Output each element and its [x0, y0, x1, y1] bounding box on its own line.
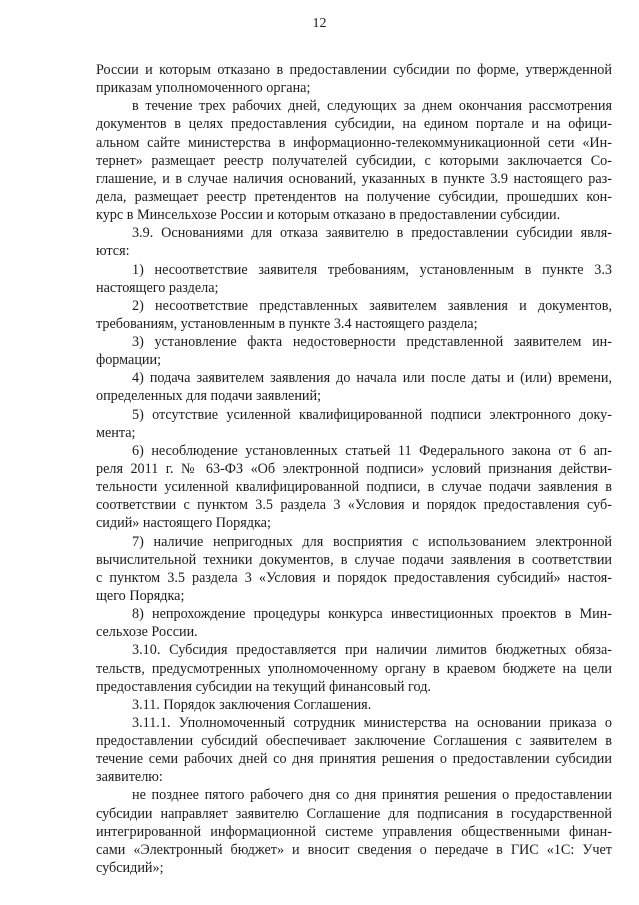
text-line: тельств, предусмотренных уполномоченному органу в краевом бюджете на цели: [96, 661, 612, 677]
text-line: с пунктом 3.5 раздела 3 «Условия и порядок предоставления субсидий» настоя-: [96, 570, 612, 586]
text-line: 3.9. Основаниями для отказа заявителю в предоставлении субсидии явля-: [132, 225, 612, 241]
text-line: 1) несоответствие заявителя требованиям, установленным в пункте 3.3: [132, 262, 612, 278]
text-line: 3.10. Субсидия предоставляется при наличии лимитов бюджетных обяза-: [132, 642, 612, 658]
text-line: определенных для подачи заявлений;: [96, 388, 322, 404]
text-line: щего Порядка;: [96, 588, 185, 604]
text-line: 5) отсутствие усиленной квалифицированной подписи электронного доку-: [132, 407, 612, 423]
text-line: курс в Минсельхозе России и которым отказано в предоставлении субсидии.: [96, 207, 561, 223]
text-line: в течение трех рабочих дней, следующих за днем окончания рассмотрения: [132, 98, 612, 114]
text-line: сами «Электронный бюджет» и вносит сведения о передаче в ГИС «1С: Учет: [96, 842, 612, 858]
text-line: глашение, и в случае наличия оснований, указанных в пункте 3.9 настоящего раз-: [96, 171, 612, 187]
text-line: предоставлении субсидий обеспечивает заключение Соглашения с заявителем в: [96, 733, 612, 749]
text-line: сельхозе России.: [96, 624, 198, 640]
text-line: документов в целях предоставления субсидии, на едином портале и на офици-: [96, 116, 612, 132]
text-line: тернет» размещает реестр получателей субсидии, с которыми заключается Со-: [96, 153, 612, 169]
text-line: настоящего раздела;: [96, 280, 219, 296]
text-line: сидий» настоящего Порядка;: [96, 515, 271, 531]
text-line: формации;: [96, 352, 162, 368]
text-line: ются:: [96, 243, 130, 259]
text-line: 8) непрохождение процедуры конкурса инвестиционных проектов в Мин-: [132, 606, 612, 622]
text-line: приказам уполномоченного органа;: [96, 80, 311, 96]
text-line: 3.11. Порядок заключения Соглашения.: [132, 697, 372, 713]
text-line: соответствии с пунктом 3.5 раздела 3 «Условия и порядок предоставления суб-: [96, 497, 612, 513]
text-line: субсидий»;: [96, 860, 164, 876]
text-line: 7) наличие непригодных для восприятия с использованием электронной: [132, 534, 612, 550]
text-line: течение семи рабочих дней со дня принятия решения о предоставлении субсидии: [96, 751, 612, 767]
text-line: России и которым отказано в предоставлении субсидии по форме, утвержденной: [96, 62, 612, 78]
text-line: 3.11.1. Уполномоченный сотрудник министерства на основании приказа о: [132, 715, 612, 731]
text-line: реля 2011 г. № 63-ФЗ «Об электронной подписи» условий признания действи-: [96, 461, 612, 477]
text-line: интегрированной информационной системе управления общественными финан-: [96, 824, 612, 840]
text-line: заявителю:: [96, 769, 163, 785]
text-line: мента;: [96, 425, 136, 441]
text-line: субсидии направляет заявителю Соглашение для подписания в государственной: [96, 806, 612, 822]
text-line: альном сайте министерства в информационно-телекоммуникационной сети «Ин-: [96, 135, 612, 151]
text-line: 2) несоответствие представленных заявителем заявления и документов,: [132, 298, 612, 314]
text-line: тельности усиленной квалифицированной подписи, в случае подачи заявления в: [96, 479, 612, 495]
text-line: 6) несоблюдение установленных статьей 11 Федерального закона от 6 ап-: [132, 443, 612, 459]
text-line: дела, размещает реестр претендентов на получение субсидии, прошедших кон-: [96, 189, 612, 205]
text-line: 4) подача заявителем заявления до начала или после даты и (или) времени,: [132, 370, 612, 386]
text-line: предоставления субсидии на текущий финансовый год.: [96, 679, 431, 695]
page-number: 12: [312, 16, 327, 31]
text-line: требованиям, установленным в пункте 3.4 настоящего раздела;: [96, 316, 478, 332]
text-line: вычислительной техники документов, в случае подачи заявления в соответствии: [96, 552, 612, 568]
text-line: не позднее пятого рабочего дня со дня принятия решения о предоставлении: [132, 787, 612, 803]
text-line: 3) установление факта недостоверности представленной заявителем ин-: [132, 334, 612, 350]
